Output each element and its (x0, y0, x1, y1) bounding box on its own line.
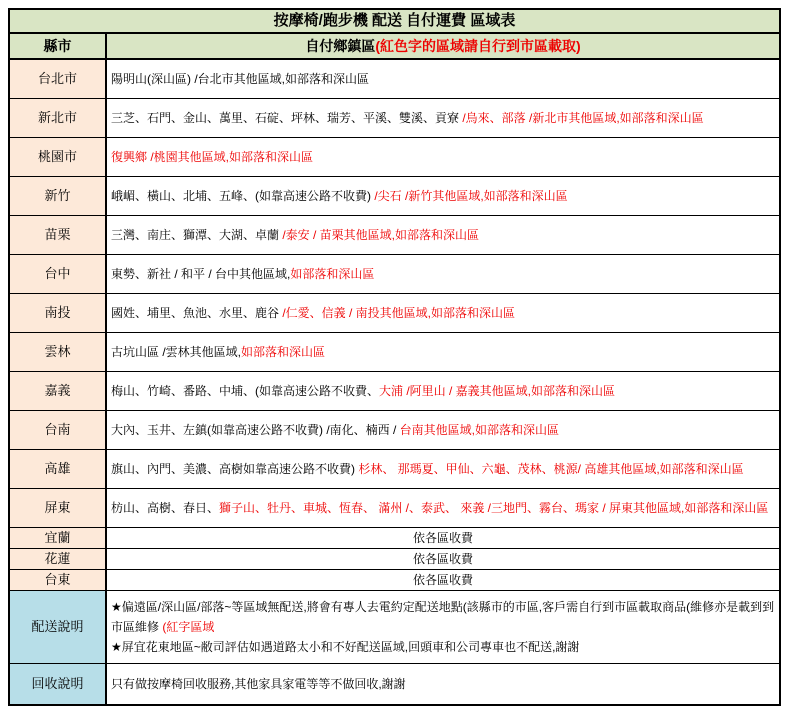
county-name-cell: 南投 (9, 294, 106, 333)
table-row (9, 138, 780, 177)
table-row (9, 549, 780, 570)
note-row (9, 591, 780, 664)
county-name-cell: 花蓮 (9, 549, 106, 570)
county-name-cell: 桃園市 (9, 138, 106, 177)
region-list-red: 大浦 /阿里山 / 嘉義其他區域,如部落和深山區 (379, 384, 616, 398)
table-row (9, 333, 780, 372)
fee-note-cell: 依各區收費 (106, 528, 780, 549)
region-list-cell (106, 99, 780, 138)
note-label-cell: 回收說明 (9, 664, 106, 706)
region-list-red: 如部落和深山區 (241, 345, 326, 359)
region-list-cell (106, 216, 780, 255)
table-row (9, 411, 780, 450)
table-row (9, 255, 780, 294)
region-list-cell (106, 255, 780, 294)
table-row (9, 216, 780, 255)
note-text-cell (106, 591, 780, 664)
table-title: 按摩椅/跑步機 配送 自付運費 區域表 (9, 9, 780, 33)
note-line-black: ★偏遠區/深山區/部落~等區域無配送,將會有專人去電約定配送地點(該縣市的市區,客戶需自行到市區載取商品(維修亦是載到到市區維修 (111, 600, 775, 634)
region-list-cell (106, 59, 780, 99)
county-rows-body (9, 59, 780, 591)
region-list-black: 旗山、內門、美濃、高樹如靠高速公路不收費) (111, 462, 359, 476)
county-name-cell: 新竹 (9, 177, 106, 216)
region-list-red: 杉林、 那瑪夏、甲仙、六龜、茂林、桃源/ 高雄其他區域,如部落和深山區 (358, 462, 744, 476)
table-row (9, 177, 780, 216)
region-list-black: 峨嵋、橫山、北埔、五峰、(如靠高速公路不收費) (111, 189, 375, 203)
region-list-cell (106, 177, 780, 216)
table-row (9, 570, 780, 591)
region-list-cell (106, 372, 780, 411)
region-list-cell (106, 294, 780, 333)
region-list-red: /烏來、部落 /新北市其他區域,如部落和深山區 (462, 111, 704, 125)
fee-note-cell: 依各區收費 (106, 570, 780, 591)
region-list-black: 陽明山(深山區) /台北市其他區域,如部落和深山區 (111, 72, 369, 86)
region-list-black: 三芝、石門、金山、萬里、石碇、坪林、瑞芳、平溪、雙溪、貢寮 (111, 111, 463, 125)
region-list-cell (106, 333, 780, 372)
region-list-red: /仁愛、信義 / 南投其他區域,如部落和深山區 (282, 306, 516, 320)
table-row (9, 450, 780, 489)
note-label-cell: 配送說明 (9, 591, 106, 664)
county-name-cell: 台南 (9, 411, 106, 450)
county-name-cell: 新北市 (9, 99, 106, 138)
table-row (9, 528, 780, 549)
region-list-black: 枋山、高樹、春日、 (111, 501, 220, 515)
region-list-red: /泰安 / 苗栗其他區域,如部落和深山區 (282, 228, 480, 242)
county-name-cell: 台中 (9, 255, 106, 294)
county-name-cell: 高雄 (9, 450, 106, 489)
fee-note-cell: 依各區收費 (106, 549, 780, 570)
region-list-cell (106, 411, 780, 450)
note-line-red: (紅字區域 (162, 620, 215, 634)
county-name-cell: 屏東 (9, 489, 106, 528)
table-row (9, 372, 780, 411)
county-column-header: 縣市 (9, 33, 106, 59)
note-line (111, 674, 775, 694)
table-row (9, 59, 780, 99)
county-name-cell: 台東 (9, 570, 106, 591)
shipping-fee-table (8, 8, 781, 706)
region-header-black: 自付鄉鎮區 (305, 38, 376, 54)
table-row (9, 99, 780, 138)
region-list-black: 古坑山區 /雲林其他區域, (111, 345, 242, 359)
region-list-red: 復興鄉 /桃園其他區域,如部落和深山區 (111, 150, 314, 164)
note-rows-body (9, 591, 780, 706)
region-list-red: /尖石 /新竹其他區域,如部落和深山區 (374, 189, 568, 203)
region-list-black: 三灣、南庄、獅潭、大湖、卓蘭 (111, 228, 283, 242)
table-row (9, 489, 780, 528)
table-row (9, 294, 780, 333)
note-line-black: ★屏宜花東地區~敝司評估如遇道路太小和不好配送區域,回頭車和公司專車也不配送,謝謝 (111, 640, 580, 654)
note-line (111, 637, 775, 657)
region-list-cell (106, 138, 780, 177)
county-name-cell: 台北市 (9, 59, 106, 99)
county-name-cell: 嘉義 (9, 372, 106, 411)
note-text-cell (106, 664, 780, 706)
title-row (9, 9, 780, 33)
note-line-black: 只有做按摩椅回收服務,其他家具家電等等不做回收,謝謝 (111, 677, 406, 691)
region-list-red: 台南其他區域,如部落和深山區 (399, 423, 560, 437)
header-row (9, 33, 780, 59)
region-column-header (106, 33, 780, 59)
county-name-cell: 苗栗 (9, 216, 106, 255)
region-header-red-note: (紅色字的區域請自行到市區載取) (375, 38, 581, 54)
region-list-red: 獅子山、牡丹、車城、恆春、 滿州 /、泰武、 來義 /三地門、霧台、瑪家 / 屏東其他區域,如部落和深山區 (219, 501, 769, 515)
region-list-cell (106, 489, 780, 528)
region-list-black: 東勢、新社 / 和平 / 台中其他區域, (111, 267, 291, 281)
note-row (9, 664, 780, 706)
region-list-black: 梅山、竹崎、番路、中埔、(如靠高速公路不收費、 (111, 384, 379, 398)
region-list-black: 國姓、埔里、魚池、水里、鹿谷 (111, 306, 283, 320)
note-line (111, 597, 775, 637)
county-name-cell: 宜蘭 (9, 528, 106, 549)
region-list-red: 如部落和深山區 (290, 267, 375, 281)
region-list-black: 大內、玉井、左鎮(如靠高速公路不收費) /南化、楠西 / (111, 423, 400, 437)
county-name-cell: 雲林 (9, 333, 106, 372)
region-list-cell (106, 450, 780, 489)
